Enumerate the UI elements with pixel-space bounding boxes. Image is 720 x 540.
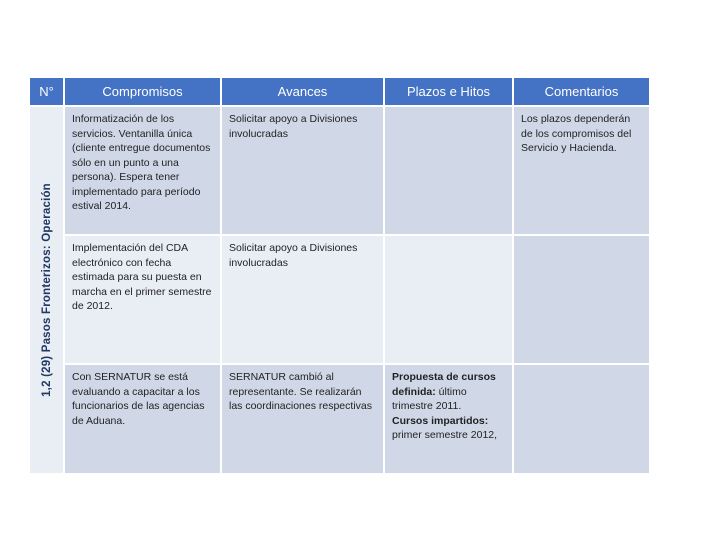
table-row-3-compromiso: Con SERNATUR se está evaluando a capacitar a los funcionarios de las agencias de Aduana.: [65, 365, 220, 473]
table-row-3-avance: SERNATUR cambió al representante. Se realizarán las coordinaciones respectivas: [222, 365, 383, 473]
header-avances-label: Avances: [277, 84, 328, 99]
header-avances: [222, 78, 383, 105]
table-row-1-avance: Solicitar apoyo a Divisiones involucradas: [222, 107, 383, 234]
table-row-1-comentario: Los plazos dependerán de los compromisos del Servicio y Hacienda.: [514, 107, 649, 234]
plazo-cursos-value: primer semestre 2012,: [392, 429, 498, 441]
table-row-2-compromiso: Implementación del CDA electrónico con fecha estimada para su puesta en marcha en el primer semestre de 2012.: [65, 236, 220, 363]
table-row-1-plazo: [385, 107, 512, 234]
header-comentarios: [514, 78, 649, 105]
row-group-label: 1,2 (29) Pasos Fronterizos: Operación: [40, 183, 53, 397]
table-row-3-comentario: [514, 365, 649, 473]
table-row-1-compromiso: Informatización de los servicios. Ventanilla única (cliente entregue documentos sólo en un punto a una persona). Espera tener implementado para período estival 2014.: [65, 107, 220, 234]
table-row-3-plazo: [385, 365, 512, 473]
row-group-label-cell: [30, 107, 63, 473]
header-num-label: N°: [39, 84, 54, 99]
header-compromisos: [65, 78, 220, 105]
header-num: [30, 78, 63, 105]
table-row-2-plazo: [385, 236, 512, 363]
header-plazos-label: Plazos e Hitos: [406, 84, 491, 99]
plazo-cursos-label: Cursos impartidos:: [392, 414, 489, 427]
plazo-propuesta-value: último trimestre 2011.: [392, 385, 467, 412]
header-compromisos-label: Compromisos: [102, 84, 183, 99]
table-row-2-comentario: [514, 236, 649, 363]
header-plazos: [385, 78, 512, 105]
plazo-propuesta-label: Propuesta de cursos definida:: [392, 371, 496, 398]
header-comentarios-label: Comentarios: [544, 84, 619, 99]
table-row-2-avance: Solicitar apoyo a Divisiones involucradas: [222, 236, 383, 363]
